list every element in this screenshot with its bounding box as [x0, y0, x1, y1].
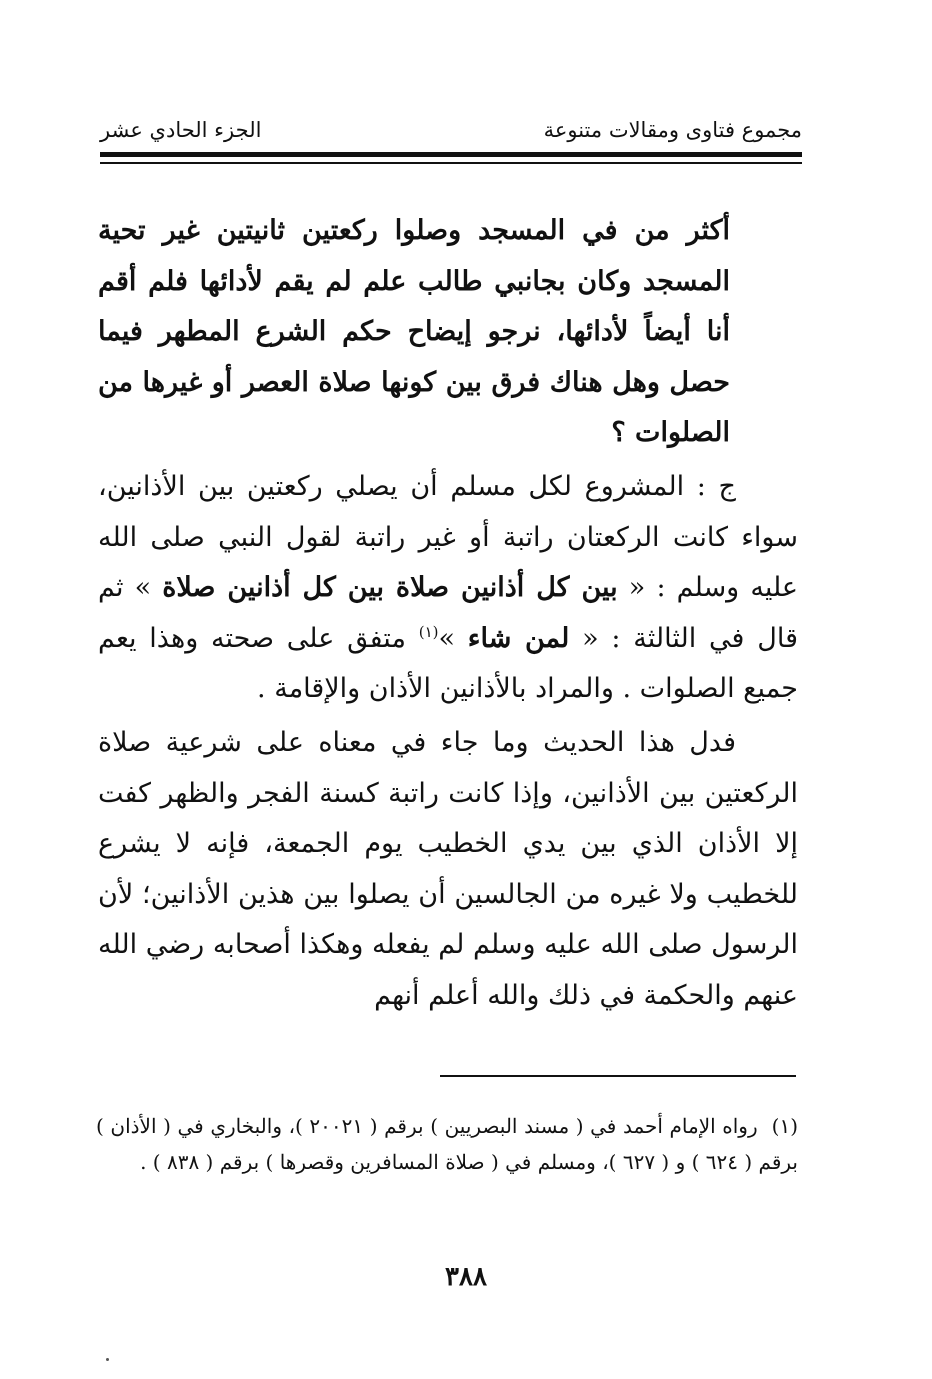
answer-part2: » ثم قال في الثالثة : « — [98, 572, 798, 654]
answer-part4: متفق على صحته وهذا يعم جميع الصلوات . والمراد بالأذانين الأذان والإقامة . — [98, 622, 798, 704]
footnote-body — [96, 1108, 798, 1180]
answer-part3: » — [438, 622, 468, 654]
page-number: ٣٨٨ — [445, 1262, 487, 1292]
running-header — [100, 114, 802, 150]
book-title: مجموع فتاوى ومقالات متنوعة — [543, 118, 802, 142]
footnote-separator — [440, 1075, 796, 1077]
footnote-reference[interactable]: (١) — [418, 622, 439, 641]
question-text: أكثر من في المسجد وصلوا ركعتين ثانيتين غير تحية المسجد وكان بجانبي طالب علم لم يقم لأدائها فلم أقم أنا أيضاً لأدائها، نرجو إيضاح حكم الشرع المطهر فيما حصل وهل هناك فرق بين كونها صلاة العصر أو غيرها من الصلوات ؟ — [98, 215, 730, 448]
scan-speck — [106, 1358, 109, 1361]
header-rule-thick — [100, 152, 802, 157]
answer-paragraph — [98, 462, 798, 715]
hadith-quote-2: لمن شاء — [467, 622, 570, 654]
header-rule-thin — [100, 162, 802, 164]
explanation-text: فدل هذا الحديث وما جاء في معناه على شرعية صلاة الركعتين بين الأذانين، وإذا كانت راتبة كسنة الفجر والظهر كفت إلا الأذان الذي بين يدي الخطيب يوم الجمعة، فإنه لا يشرع للخطيب ولا غيره من الجالسين أن يصلوا بين هذين الأذانين؛ لأن الرسول صلى الله عليه وسلم لم يفعله وهكذا أصحابه رضي الله عنهم والحكمة في ذلك والله أعلم أنهم — [98, 727, 798, 1011]
explanation-paragraph — [98, 718, 798, 1021]
volume-label: الجزء الحادي عشر — [100, 118, 262, 142]
hadith-quote-1: بين كل أذانين صلاة بين كل أذانين صلاة — [162, 572, 618, 603]
footnote-marker: (١) — [771, 1114, 798, 1138]
footnote-text: رواه الإمام أحمد في ( مسند البصريين ) برقم ( ٢٠٠٢١ )، والبخاري في ( الأذان ) برقم ( ٦٢٤ ) و ( ٦٢٧ )، ومسلم في ( صلاة المسافرين وقصرها ) برقم ( ٨٣٨ ) . — [96, 1114, 798, 1174]
answer-text — [98, 462, 798, 715]
footnote — [96, 1108, 798, 1180]
question-paragraph — [98, 206, 730, 459]
answer-part1: ج : المشروع لكل مسلم أن يصلي ركعتين بين الأذانين، سواء كانت الركعتان راتبة أو غير راتبة لقول النبي صلى الله عليه وسلم : « — [98, 471, 799, 603]
